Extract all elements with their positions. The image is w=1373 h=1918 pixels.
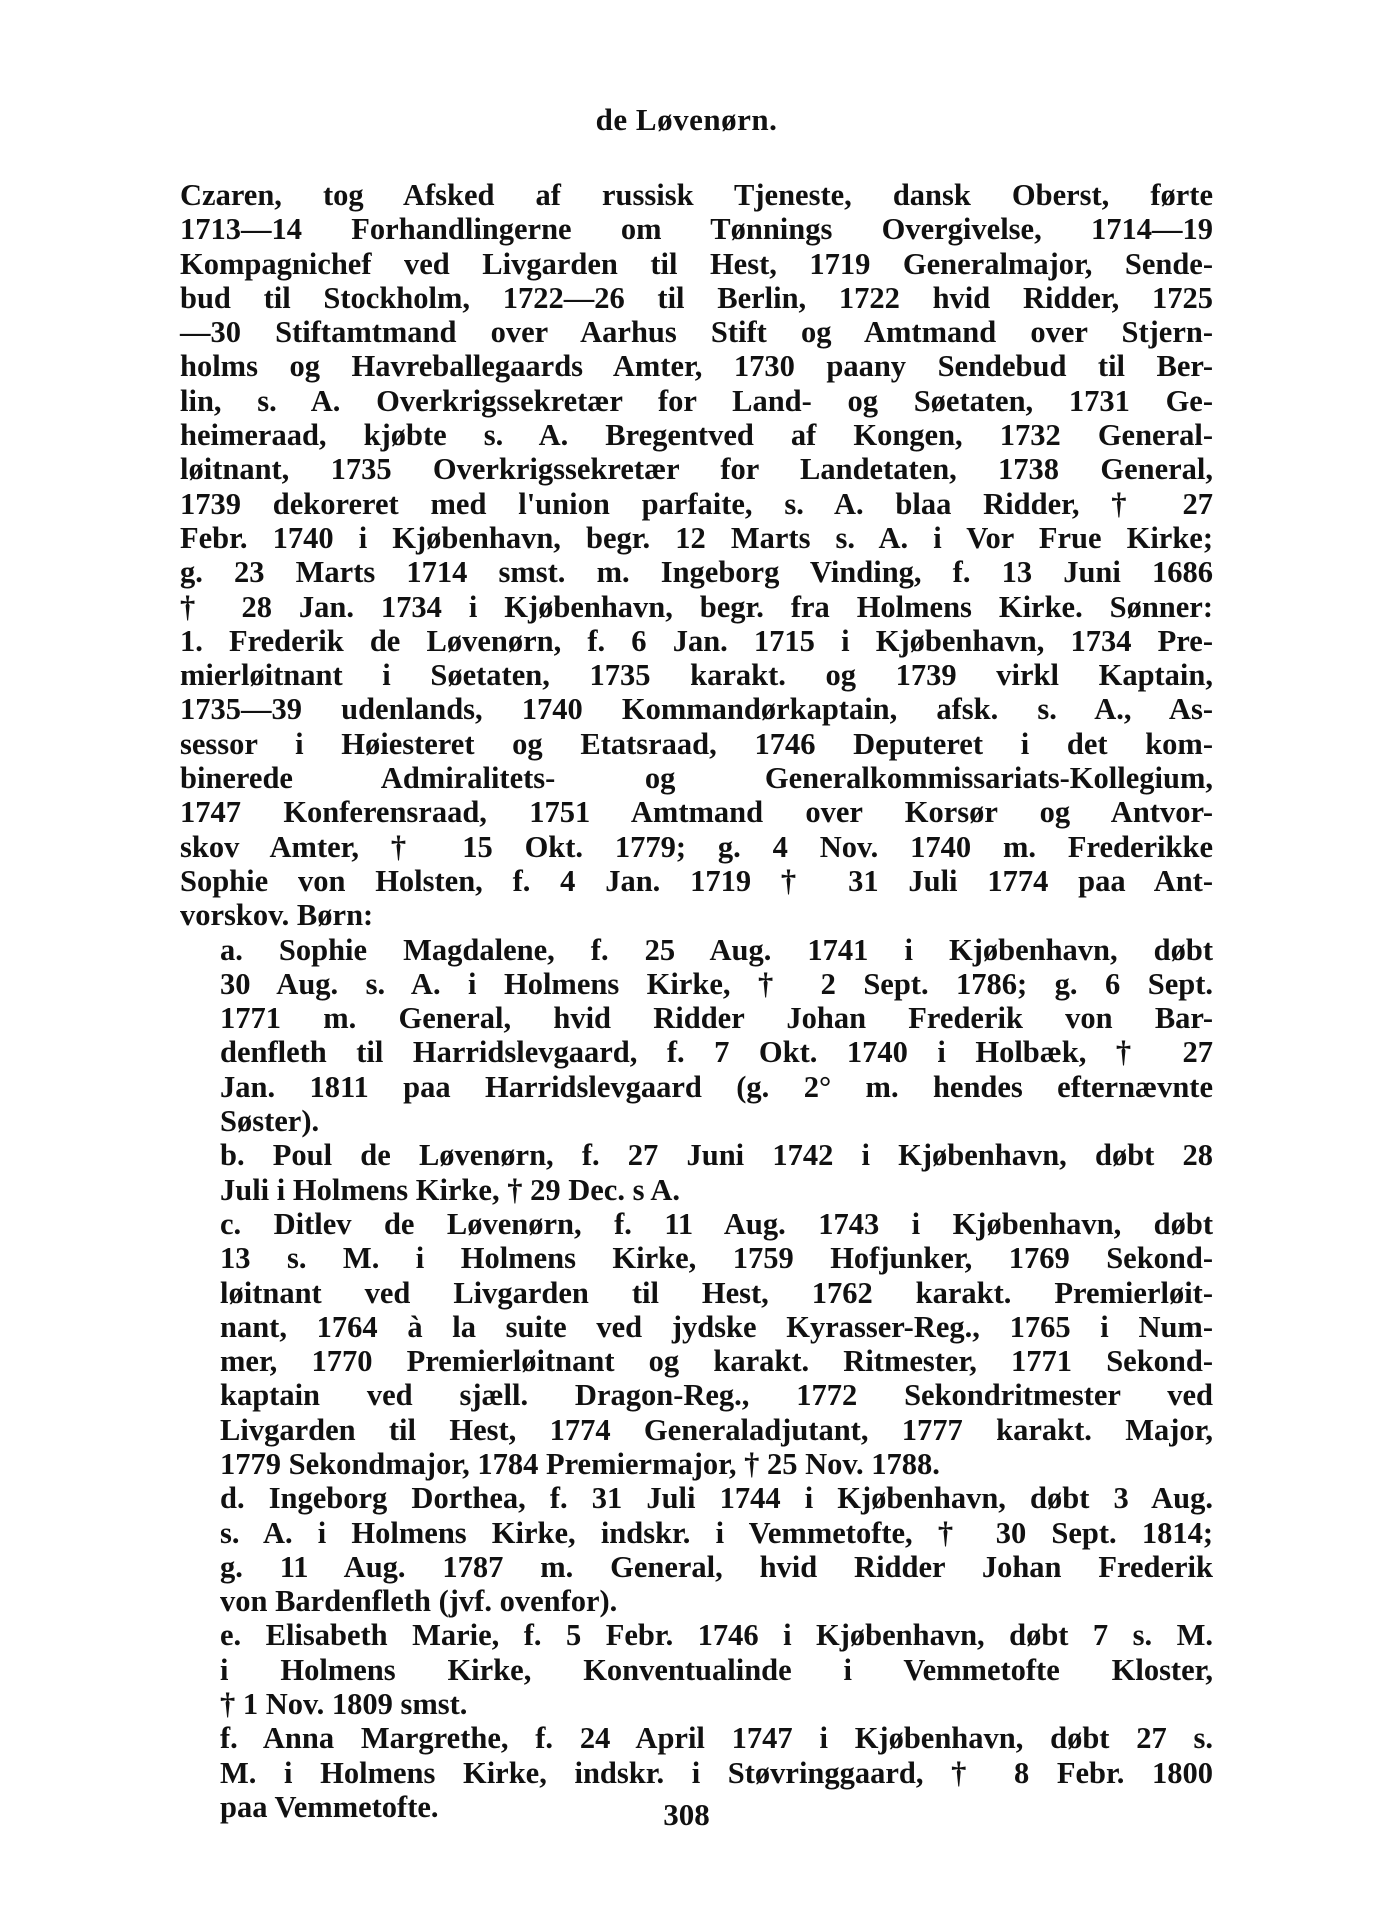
text-line: 30 Aug. s. A. i Holmens Kirke, † 2 Sept. 1786; g. 6 Sept. [220, 966, 1213, 1001]
text-line: nant, 1764 à la suite ved jydske Kyrasser-Reg., 1765 i Num- [220, 1309, 1213, 1344]
text-line: Kompagnichef ved Livgarden til Hest, 1719 Generalmajor, Sende- [180, 246, 1213, 281]
text-line: Febr. 1740 i Kjøbenhavn, begr. 12 Marts s. A. i Vor Frue Kirke; [180, 520, 1213, 555]
body-text [180, 178, 1213, 1824]
text-line: lin, s. A. Overkrigssekretær for Land- og Søetaten, 1731 Ge- [180, 383, 1213, 418]
son-entry-line: 1. Frederik de Løvenørn, f. 6 Jan. 1715 i Kjøbenhavn, 1734 Pre- [180, 623, 1213, 658]
child-entry-line: c. Ditlev de Løvenørn, f. 11 Aug. 1743 i Kjøbenhavn, døbt [220, 1206, 1213, 1241]
child-entry-line: b. Poul de Løvenørn, f. 27 Juni 1742 i Kjøbenhavn, døbt 28 [220, 1138, 1213, 1173]
text-line: heimeraad, kjøbte s. A. Bregentved af Kongen, 1732 General- [180, 418, 1213, 453]
text-line: Livgarden til Hest, 1774 Generaladjutant, 1777 karakt. Major, [220, 1412, 1213, 1447]
text-line: løitnant, 1735 Overkrigssekretær for Landetaten, 1738 General, [180, 452, 1213, 487]
text-line: paa Vemmetofte. [220, 1789, 439, 1824]
child-entry-line: e. Elisabeth Marie, f. 5 Febr. 1746 i Kjøbenhavn, døbt 7 s. M. [220, 1618, 1213, 1653]
text-line: kaptain ved sjæll. Dragon-Reg., 1772 Sekondritmester ved [220, 1378, 1213, 1413]
text-line: g. 23 Marts 1714 smst. m. Ingeborg Vinding, f. 13 Juni 1686 [180, 555, 1213, 590]
text-line: 1713—14 Forhandlingerne om Tønnings Overgivelse, 1714—19 [180, 212, 1213, 247]
text-line: M. i Holmens Kirke, indskr. i Støvringgaard, † 8 Febr. 1800 [220, 1755, 1213, 1790]
text-line: mierløitnant i Søetaten, 1735 karakt. og 1739 virkl Kaptain, [180, 658, 1213, 693]
text-line: Sophie von Holsten, f. 4 Jan. 1719 † 31 Juli 1774 paa Ant- [180, 863, 1213, 898]
page-number: 308 [663, 1797, 710, 1832]
text-line: løitnant ved Livgarden til Hest, 1762 karakt. Premierløit- [220, 1275, 1213, 1310]
text-line: sessor i Høiesteret og Etatsraad, 1746 Deputeret i det kom- [180, 726, 1213, 761]
child-entry-line: d. Ingeborg Dorthea, f. 31 Juli 1744 i Kjøbenhavn, døbt 3 Aug. [220, 1481, 1213, 1516]
text-line: Juli i Holmens Kirke, † 29 Dec. s A. [220, 1172, 681, 1207]
text-line: von Bardenfleth (jvf. ovenfor). [220, 1584, 618, 1619]
text-line: 1739 dekoreret med l'union parfaite, s. A. blaa Ridder, † 27 [180, 486, 1213, 521]
text-line: skov Amter, † 15 Okt. 1779; g. 4 Nov. 1740 m. Frederikke [180, 829, 1213, 864]
text-line: bud til Stockholm, 1722—26 til Berlin, 1722 hvid Ridder, 1725 [180, 280, 1213, 315]
text-line: —30 Stiftamtmand over Aarhus Stift og Amtmand over Stjern- [180, 315, 1213, 350]
text-line: Søster). [220, 1104, 320, 1139]
running-header: de Løvenørn. [595, 102, 778, 137]
child-entry-line: f. Anna Margrethe, f. 24 April 1747 i Kjøbenhavn, døbt 27 s. [220, 1721, 1213, 1756]
text-line: 13 s. M. i Holmens Kirke, 1759 Hofjunker, 1769 Sekond- [220, 1241, 1213, 1276]
text-line: s. A. i Holmens Kirke, indskr. i Vemmetofte, † 30 Sept. 1814; [220, 1515, 1213, 1550]
text-line: 1771 m. General, hvid Ridder Johan Frederik von Bar- [220, 1001, 1213, 1036]
text-line: binerede Admiralitets- og Generalkommissariats-Kollegium, [180, 761, 1213, 796]
text-line: Jan. 1811 paa Harridslevgaard (g. 2° m. hendes efternævnte [220, 1069, 1213, 1104]
child-entry-line: a. Sophie Magdalene, f. 25 Aug. 1741 i Kjøbenhavn, døbt [220, 932, 1213, 967]
text-line: Czaren, tog Afsked af russisk Tjeneste, dansk Oberst, førte [180, 178, 1213, 212]
text-line: 1779 Sekondmajor, 1784 Premiermajor, † 25 Nov. 1788. [220, 1446, 940, 1481]
text-line: vorskov. Børn: [180, 898, 374, 933]
text-line: † 1 Nov. 1809 smst. [220, 1687, 468, 1722]
text-line: i Holmens Kirke, Konventualinde i Vemmetofte Kloster, [220, 1652, 1213, 1687]
text-line: denfleth til Harridslevgaard, f. 7 Okt. 1740 i Holbæk, † 27 [220, 1035, 1213, 1070]
text-line: 1735—39 udenlands, 1740 Kommandørkaptain, afsk. s. A., As- [180, 692, 1213, 727]
text-line: mer, 1770 Premierløitnant og karakt. Ritmester, 1771 Sekond- [220, 1344, 1213, 1379]
text-line: † 28 Jan. 1734 i Kjøbenhavn, begr. fra Holmens Kirke. Sønner: [180, 589, 1213, 624]
text-line: holms og Havreballegaards Amter, 1730 paany Sendebud til Ber- [180, 349, 1213, 384]
text-line: g. 11 Aug. 1787 m. General, hvid Ridder Johan Frederik [220, 1549, 1213, 1584]
text-line: 1747 Konferensraad, 1751 Amtmand over Korsør og Antvor- [180, 795, 1213, 830]
